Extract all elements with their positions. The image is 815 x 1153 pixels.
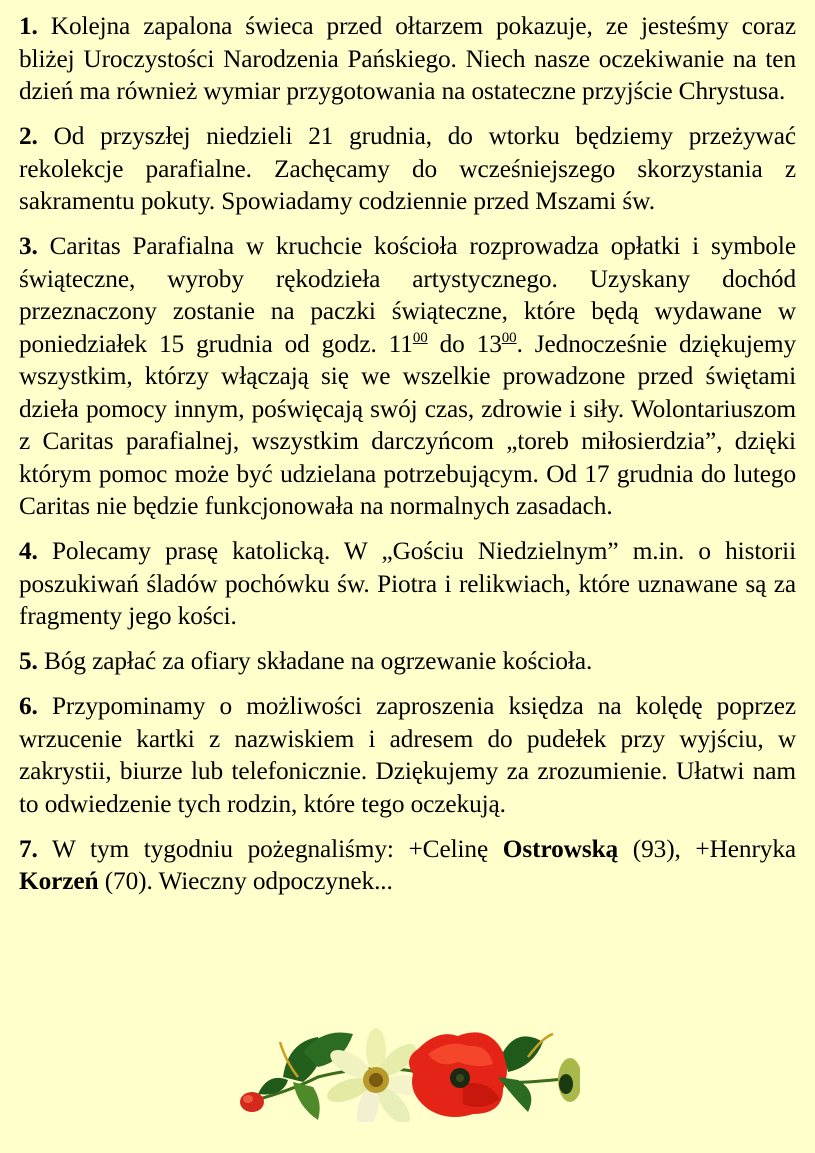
announcement-number: 5. [19, 647, 38, 675]
time-minutes: 00 [501, 329, 517, 346]
deceased-name: Ostrowską [502, 834, 619, 863]
announcement-text: W tym tygodniu pożegnaliśmy: +Celinę [37, 834, 503, 863]
announcement-text: (70). Wieczny odpoczynek... [98, 867, 393, 895]
flower-garland-icon [228, 1022, 580, 1122]
announcement-3 [19, 230, 796, 523]
announcement-text: Bóg zapłać za ofiary składane na ogrzewanie kościoła. [37, 647, 593, 675]
announcement-number: 4. [19, 537, 38, 565]
announcement-4 [19, 535, 796, 633]
announcement-1 [19, 10, 796, 108]
time-minutes: 00 [412, 329, 428, 346]
announcement-text: Kolejna zapalona świeca przed ołtarzem pokazuje, ze jesteśmy coraz bliżej Uroczystości Narodzenia Pańskiego. Niech nasze oczekiwanie na ten dzień ma również wymiar przygotowania na ostateczne przyjście Chrystusa. [19, 12, 796, 105]
announcement-number: 6. [19, 692, 38, 720]
deceased-name: Korzeń [19, 867, 99, 895]
announcement-text: Caritas Parafialna w kruchcie kościoła rozprowadza opłatki i symbole świąteczne, wyroby rękodzieła artystycznego. Uzyskany dochód przeznaczony zostanie na paczki świąteczne, które będą wydawane w poniedziałek 15 grudnia od godz. 11 [19, 232, 796, 358]
announcement-number: 7. [19, 834, 38, 863]
announcement-text: Polecamy prasę katolicką. W „Gościu Niedzielnym” m.in. o historii poszukiwań śladów pochówku św. Piotra i relikwiach, które uznawane są za fragmenty jego kości. [19, 537, 796, 630]
announcement-5 [19, 645, 796, 678]
announcement-text: do 13 [427, 329, 502, 358]
announcement-text: (93), +Henryka [618, 834, 796, 863]
announcement-text: Od przyszłej niedzieli 21 grudnia, do wtorku będziemy przeżywać rekolekcje parafialne. Zachęcamy do wcześniejszego skorzystania z sakramentu pokuty. Spowiadamy codziennie przed Mszami św. [19, 122, 796, 215]
announcement-2 [19, 120, 796, 218]
announcement-number: 1. [19, 12, 38, 40]
announcement-number: 2. [19, 122, 38, 150]
announcement-7 [19, 833, 796, 898]
announcement-text: Przypominamy o możliwości zaproszenia księdza na kolędę poprzez wrzucenie kartki z nazwiskiem i adresem do pudełek przy wyjściu, w zakrystii, biurze lub telefonicznie. Dziękujemy za zrozumienie. Ułatwi nam to odwiedzenie tych rodzin, które tego oczekują. [19, 692, 796, 818]
announcement-text: . Jednocześnie dziękujemy wszystkim, którzy włączają się we wszelkie prowadzone przed świętami dzieła pomocy innym, poświęcają swój czas, zdrowie i siły. Wolontariuszom z Caritas parafialnej, wszystkim darczyńcom „toreb miłosierdzia”, dzięki którym pomoc może być udzielana potrzebującym. Od 17 grudnia do lutego Caritas nie będzie funkcjonowała na normalnych zasadach. [19, 329, 796, 520]
announcement-6 [19, 690, 796, 820]
announcement-number: 3. [19, 232, 38, 260]
